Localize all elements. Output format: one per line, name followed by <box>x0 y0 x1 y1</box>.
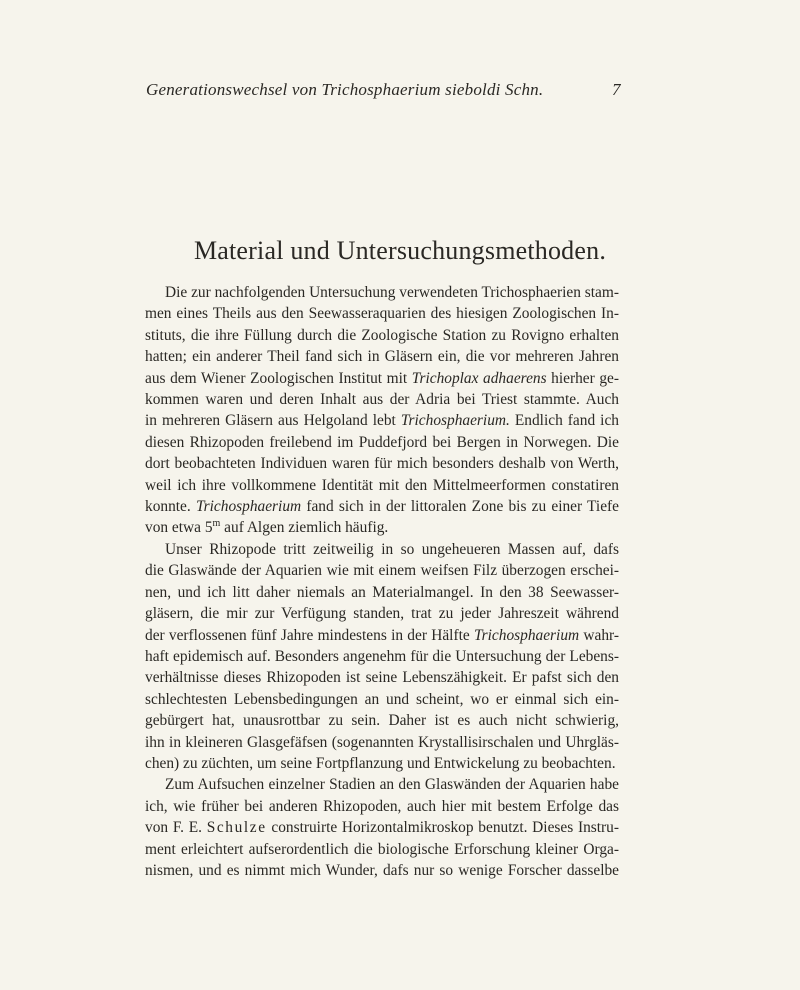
text-line: nismen, und es nimmt mich Wunder, dafs nur so wenige Forscher dasselbe <box>145 861 619 879</box>
section-title: Material und Untersuchungsmethoden. <box>193 236 607 265</box>
text-line: hatten; ein anderer Theil fand sich in Gläsern ein, die vor mehreren Jahren <box>145 348 619 366</box>
text-line: kommen waren und deren Inhalt aus der Adria bei Triest stammte. Auch <box>145 391 619 409</box>
text-segment: von etwa 5 <box>145 519 213 537</box>
text-line: stituts, die ihre Füllung durch die Zoologische Station zu Rovigno erhalten <box>145 326 619 344</box>
text-line: nen, und ich litt daher niemals an Materialmangel. In den 38 Seewasser- <box>145 583 619 601</box>
text-segment: in mehreren Gläsern aus Helgoland lebt <box>145 412 396 430</box>
text-line: weil ich ihre vollkommene Identität mit den Mittelmeerformen constatiren <box>145 476 619 494</box>
text-segment: hierher ge- <box>551 369 619 387</box>
text-line <box>145 368 619 389</box>
text-line: men eines Theils aus den Seewasseraquarien des hiesigen Zoologischen In- <box>145 305 619 323</box>
text-segment: fand sich in der littoralen Zone bis zu einer Tiefe <box>306 498 619 516</box>
text-segment: construirte Horizontalmikroskop benutzt. Dieses Instru- <box>271 819 619 837</box>
text-line <box>145 410 619 431</box>
letterspaced-author-name: Schulze <box>206 819 267 837</box>
text-line: Die zur nachfolgenden Untersuchung verwendeten Trichosphaerien stam- <box>165 284 619 301</box>
text-segment: wahr- <box>583 626 619 644</box>
italic-species-name: Trichosphaerium <box>473 626 580 644</box>
italic-species-name: Trichoplax adhaerens <box>411 369 547 387</box>
text-line: dort beobachteten Individuen waren für mich besonders deshalb von Werth, <box>145 455 619 473</box>
text-line: ment erleichtert aufserordentlich die biologische Erforschung kleiner Orga- <box>145 840 619 858</box>
text-segment: Endlich fand ich <box>514 412 619 430</box>
text-segment: auf Algen ziemlich häufig. <box>224 519 389 537</box>
text-line: gebürgert hat, unausrottbar zu sein. Daher ist es auch nicht schwierig, <box>145 712 619 730</box>
text-line: haft epidemisch auf. Besonders angenehm für die Untersuchung der Lebens- <box>145 647 619 665</box>
text-line <box>145 817 619 838</box>
text-line: gläsern, die mir zur Verfügung standen, trat zu jeder Jahreszeit während <box>145 605 619 623</box>
text-line: die Glaswände der Aquarien wie mit einem weifsen Filz überzogen erschei- <box>145 562 619 580</box>
text-line: diesen Rhizopoden freilebend im Puddefjord bei Bergen in Norwegen. Die <box>145 433 619 451</box>
running-head: Generationswechsel von Trichosphaerium sieboldi Schn. <box>146 80 544 99</box>
text-line: verhältnisse dieses Rhizopoden ist seine Lebenszähigkeit. Er pafst sich den <box>145 669 619 687</box>
superscript-unit: m <box>212 518 221 530</box>
text-segment: aus dem Wiener Zoologischen Institut mit <box>145 369 408 387</box>
text-line: schlechtesten Lebensbedingungen an und scheint, wo er einmal sich ein- <box>145 690 619 708</box>
text-line: Unser Rhizopode tritt zeitweilig in so ungeheueren Massen auf, dafs <box>165 540 619 558</box>
page-number: 7 <box>612 80 621 99</box>
italic-species-name: Trichosphaerium <box>195 498 302 516</box>
paragraph-3 <box>145 774 619 881</box>
text-segment: konnte. <box>145 498 191 516</box>
text-line <box>145 517 619 538</box>
text-line <box>145 496 619 517</box>
text-line: chen) zu züchten, um seine Fortpflanzung und Entwickelung zu beobachten. <box>145 754 616 772</box>
text-segment: von F. E. <box>145 819 202 837</box>
italic-species-name: Trichosphaerium. <box>400 412 510 430</box>
body-text <box>145 282 619 881</box>
text-line: ich, wie früher bei anderen Rhizopoden, auch hier mit bestem Erfolge das <box>145 797 619 815</box>
text-segment: der verflossenen fünf Jahre mindestens in der Hälfte <box>145 626 470 644</box>
text-line: Zum Aufsuchen einzelner Stadien an den Glaswänden der Aquarien habe <box>165 776 619 794</box>
paragraph-2 <box>145 539 619 774</box>
text-line: ihn in kleineren Glasgefäfsen (sogenannten Krystallisirschalen und Uhrgläs- <box>145 733 619 751</box>
paragraph-1 <box>145 282 619 539</box>
text-line <box>145 625 619 646</box>
